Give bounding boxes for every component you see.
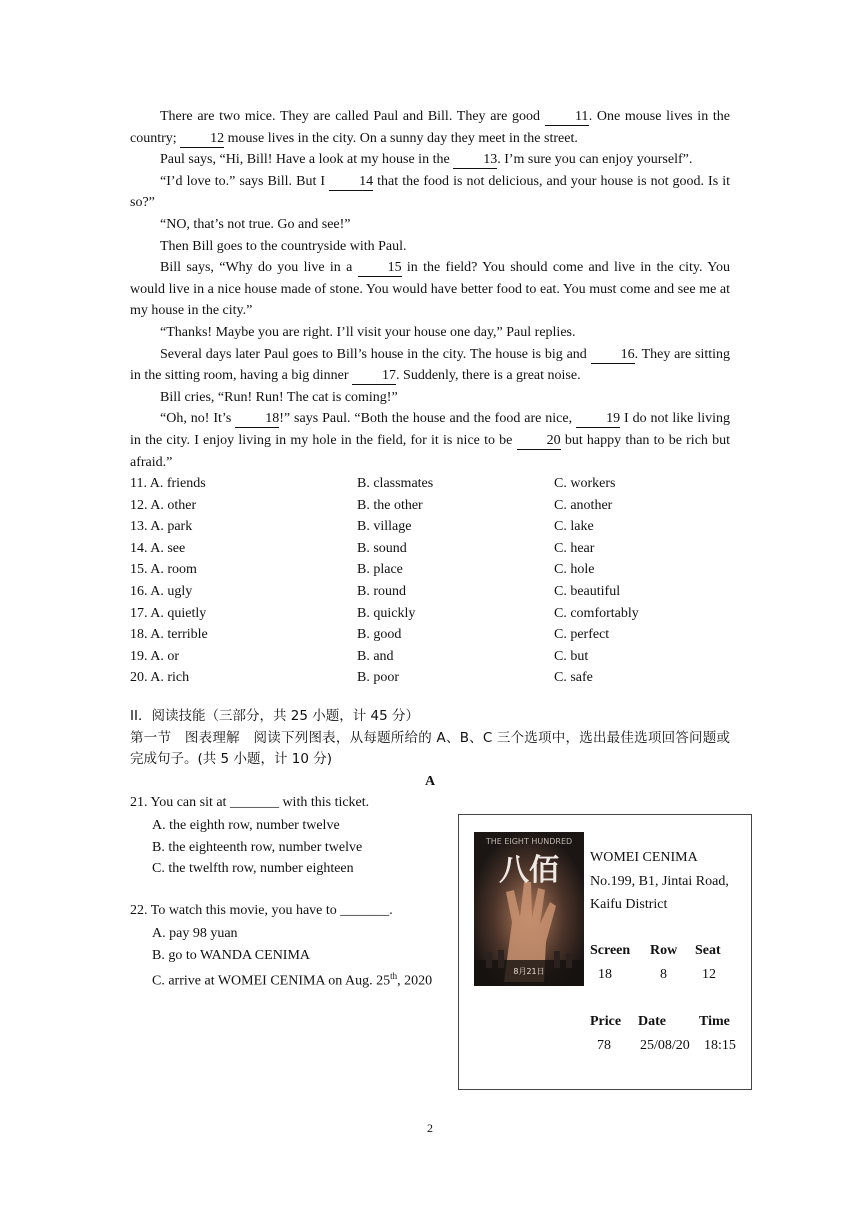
option-choice: C. perfect <box>554 627 610 643</box>
passage-text: mouse lives in the city. On a sunny day they meet in the street. <box>224 130 578 146</box>
option-choice: 14. A. see <box>130 540 186 556</box>
passage-text: There are two mice. They are called Paul and Bill. They are good <box>160 109 545 124</box>
date-value: 25/08/20 <box>640 1038 690 1053</box>
option-choice: C. hear <box>554 540 595 556</box>
passage-text: “Oh, no! It’s <box>160 411 236 427</box>
passage-paragraph <box>130 106 730 149</box>
passage-text: I do not like living in the city. I enjoy living in my hole in the field, for it is nice to be <box>130 411 730 448</box>
passage-text: . I’m sure you can enjoy yourself”. <box>497 152 693 168</box>
option-row <box>130 581 730 603</box>
option: C. arrive at WOMEI CENIMA on Aug. 25th, 2020 <box>152 971 433 989</box>
option-row <box>130 646 730 668</box>
option-choice: 20. A. rich <box>130 670 190 686</box>
cloze-blank: 13 <box>453 152 497 169</box>
option-choice: B. round <box>357 584 406 600</box>
passage-paragraph <box>130 171 730 214</box>
cloze-options <box>130 473 730 689</box>
option-choice: B. quickly <box>357 605 416 621</box>
row-value: 8 <box>660 967 667 982</box>
passage-text: that the food is not delicious, and your house is not good. Is it so?” <box>130 173 730 211</box>
passage-paragraph <box>130 387 730 409</box>
option-choice: C. workers <box>554 476 616 492</box>
price-value: 78 <box>597 1038 611 1053</box>
option: B. go to WANDA CENIMA <box>152 947 311 963</box>
screen-value: 18 <box>598 967 612 982</box>
option-choice: 11. A. friends <box>130 476 206 492</box>
question-21 <box>130 792 460 879</box>
option-row <box>130 516 730 538</box>
ticket-show-info <box>590 1011 750 1057</box>
option-choice: C. but <box>554 648 589 664</box>
cinema-address-line1: No.199, B1, Jintai Road, <box>590 873 729 889</box>
passage-text: Bill cries, “Run! Run! The cat is coming!” <box>160 389 398 405</box>
option-choice: B. sound <box>357 540 407 556</box>
section-instruction: 第一节 图表理解 阅读下列图表，从每题所给的 A、B、C 三个选项中，选出最佳选项回答问题或完成句子。(共 5 小题，计 10 分) <box>130 729 730 768</box>
option-choice: 15. A. room <box>130 562 197 578</box>
option-row <box>130 538 730 560</box>
passage-text: Paul says, “Hi, Bill! Have a look at my house in the <box>160 152 454 168</box>
passage-text: Several days later Paul goes to Bill’s house in the city. The house is big and <box>160 346 591 362</box>
passage-paragraph <box>130 408 730 473</box>
cloze-blank: 15 <box>358 260 402 277</box>
option-choice: 16. A. ugly <box>130 584 193 600</box>
movie-poster <box>474 832 584 986</box>
screen-header: Screen <box>590 943 631 958</box>
price-header: Price <box>590 1014 622 1029</box>
passage-text: . One mouse lives in the country; <box>130 109 730 146</box>
question-stem: 21. You can sit at _______ with this ticket. <box>130 795 370 811</box>
option-choice: C. another <box>554 497 613 513</box>
poster-title-en: THE EIGHT HUNDRED <box>485 837 573 846</box>
passage-text: Bill says, “Why do you live in a <box>160 260 358 276</box>
option-choice: C. comfortably <box>554 605 639 621</box>
option-choice: B. good <box>357 627 402 643</box>
option-row <box>130 603 730 625</box>
passage-text: in the field? You should come and live in the city. You would live in a nice house made of stone. You would have better food to eat. You must come and see me at my house in the city.” <box>130 260 730 319</box>
option: C. the twelfth row, number eighteen <box>152 861 354 877</box>
passage-paragraph <box>130 149 730 171</box>
option-choice: 18. A. terrible <box>130 627 208 643</box>
poster-title-cn: 八佰 <box>499 853 559 888</box>
passage-paragraph <box>130 257 730 322</box>
option-choice: B. and <box>357 648 394 664</box>
option-row <box>130 473 730 495</box>
option-choice: B. poor <box>357 670 399 686</box>
cloze-blank: 11 <box>545 109 589 126</box>
passage-text: “NO, that’s not true. Go and see!” <box>160 216 351 232</box>
cloze-blank: 16 <box>591 347 635 364</box>
cloze-blank: 20 <box>517 433 561 450</box>
cloze-blank: 19 <box>576 411 620 428</box>
passage-text: “I’d love to.” says Bill. But I <box>160 173 330 189</box>
option-choice: C. safe <box>554 670 593 686</box>
passage-text: Then Bill goes to the countryside with Paul. <box>160 238 407 254</box>
date-header: Date <box>638 1014 666 1029</box>
option-row <box>130 559 730 581</box>
passage-paragraph <box>130 214 730 236</box>
time-header: Time <box>699 1014 730 1029</box>
option: B. the eighteenth row, number twelve <box>152 839 363 855</box>
passage-text: “Thanks! Maybe you are right. I’ll visit your house one day,” Paul replies. <box>160 324 576 340</box>
cloze-blank: 14 <box>329 174 373 191</box>
option-choice: B. village <box>357 519 412 535</box>
time-value: 18:15 <box>704 1038 736 1053</box>
cloze-blank: 12 <box>180 131 224 148</box>
passage-paragraph <box>130 322 730 344</box>
option-choice: 13. A. park <box>130 519 193 535</box>
option-choice: C. lake <box>554 519 594 535</box>
row-header: Row <box>650 943 678 958</box>
option-choice: 19. A. or <box>130 648 179 664</box>
question-22 <box>130 900 460 992</box>
option-choice: B. classmates <box>357 476 434 492</box>
cinema-name: WOMEI CENIMA <box>590 850 698 865</box>
section-heading: II．阅读技能（三部分，共 25 小题，计 45 分） <box>130 708 419 725</box>
cinema-address-line2: Kaifu District <box>590 897 668 912</box>
ticket-cinema-info <box>590 846 750 917</box>
option-row <box>130 667 730 689</box>
cloze-passage <box>130 106 730 473</box>
poster-date: 8月21日 <box>513 967 545 976</box>
option-choice: B. place <box>357 562 403 578</box>
option-row <box>130 495 730 517</box>
option-choice: C. beautiful <box>554 584 621 600</box>
option-choice: B. the other <box>357 497 423 513</box>
passage-text: !” says Paul. “Both the house and the food are nice, <box>279 411 577 427</box>
page-number: 2 <box>427 1121 433 1135</box>
seat-header: Seat <box>695 943 721 958</box>
cloze-blank: 17 <box>352 368 396 385</box>
question-stem: 22. To watch this movie, you have to _______. <box>130 903 393 919</box>
option-choice: 12. A. other <box>130 497 197 513</box>
seat-value: 12 <box>702 967 716 982</box>
option: A. the eighth row, number twelve <box>152 818 340 833</box>
option-choice: C. hole <box>554 562 595 578</box>
passage-paragraph <box>130 344 730 387</box>
part-label: A <box>424 773 436 789</box>
cloze-blank: 18 <box>235 411 279 428</box>
passage-text: . Suddenly, there is a great noise. <box>396 368 581 384</box>
option-choice: 17. A. quietly <box>130 605 207 621</box>
passage-paragraph <box>130 236 730 258</box>
ticket-seat-info <box>590 940 750 986</box>
option: A. pay 98 yuan <box>152 926 238 941</box>
passage-text: but happy than to be rich but afraid.” <box>130 432 731 470</box>
option-row <box>130 624 730 646</box>
passage-text: . They are sitting in the sitting room, having a big dinner <box>130 346 730 384</box>
poster-image <box>474 832 584 986</box>
